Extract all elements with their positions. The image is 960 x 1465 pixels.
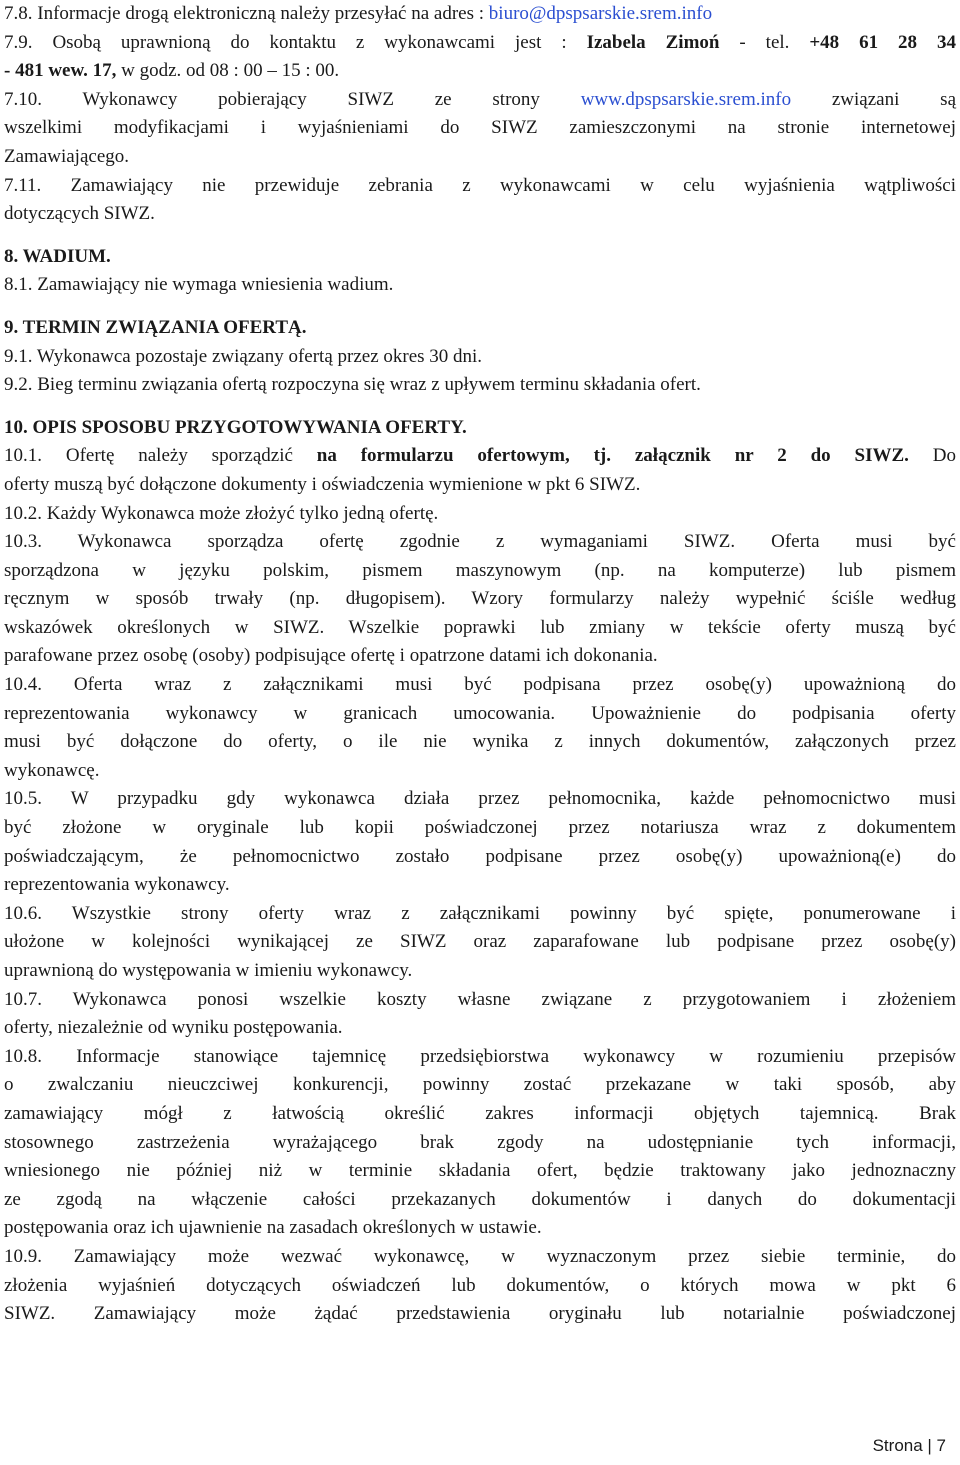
text-line: sporządzona w języku polskim, pismem maszynowym (np. na komputerze) lub pismem — [4, 559, 956, 581]
document-page — [4, 0, 956, 1329]
text-line: 10.2. Każdy Wykonawca może złożyć tylko jedną ofertę. — [4, 502, 439, 524]
text-run: 7.9. Osobą uprawnioną do kontaktu z wykonawcami jest : — [4, 31, 587, 53]
text-line: 10.8. Informacje stanowiące tajemnicę przedsiębiorstwa wykonawcy w rozumieniu przepisów — [4, 1045, 956, 1067]
text-line — [4, 86, 956, 115]
text-line: być złożone w oryginale lub kopii poświadczonej przez notariusza wraz z dokumentem — [4, 817, 956, 839]
text-line: musi być dołączone do oferty, o ile nie wynika z innych dokumentów, załączonych przez — [4, 731, 956, 753]
text-run: 10.1. Ofertę należy sporządzić — [4, 445, 317, 467]
text-line: stosownego zastrzeżenia wyrażającego brak zgody na udostępnianie tych informacji, — [4, 1131, 956, 1153]
text-line — [4, 57, 956, 86]
website-link[interactable]: www.dpspsarskie.srem.info — [580, 88, 792, 110]
text-line: o zwalczaniu nieuczciwej konkurencji, powinny zostać przekazane w taki sposób, aby — [4, 1074, 956, 1096]
text-line: 10.7. Wykonawca ponosi wszelkie koszty własne związane z przygotowaniem i złożeniem — [4, 988, 956, 1010]
text-line: uprawnioną do występowania w imieniu wykonawcy. — [4, 960, 413, 981]
text-line: złożenia wyjaśnień dotyczących oświadczeń lub dokumentów, o których mowa w pkt 6 — [4, 1274, 956, 1296]
text-run: 7.10. Wykonawcy pobierający SIWZ ze strony — [4, 88, 581, 110]
page-number: Strona | 7 — [872, 1436, 946, 1455]
text-run: w godz. od 08 : 00 – 15 : 00. — [116, 60, 340, 82]
text-line: 9.1. Wykonawca pozostaje związany ofertą przez okres 30 dni. — [4, 345, 483, 367]
text-line: dotyczących SIWZ. — [4, 203, 155, 225]
text-line: ręcznym w sposób trwały (np. długopisem). Wzory formularzy należy wypełnić ściśle według — [4, 588, 956, 610]
text-line: 10.4. Oferta wraz z załącznikami musi być podpisana przez osobę(y) upoważnioną do — [4, 674, 956, 696]
text-line: ze zgodą na włączenie całości przekazanych dokumentów i danych do dokumentacji — [4, 1188, 956, 1210]
text-line: 10.5. W przypadku gdy wykonawca działa przez pełnomocnika, każde pełnomocnictwo musi — [4, 788, 956, 810]
text-line: poświadczającym, że pełnomocnictwo zostało podpisane przez osobę(y) upoważnioną(e) do — [4, 845, 956, 867]
contact-name: Izabela Zimoń — [586, 31, 720, 53]
text-line: Zamawiającego. — [4, 145, 130, 167]
text-line: wniesionego nie później niż w terminie składania ofert, będzie traktowany jako jednoznaczny — [4, 1160, 956, 1182]
text-line: 9.2. Bieg terminu związania ofertą rozpoczyna się wraz z upływem terminu składania ofert. — [4, 374, 701, 396]
email-link[interactable]: biuro@dpspsarskie.srem.info — [488, 3, 713, 24]
phone-number: +48 61 28 34 — [809, 31, 956, 53]
text-line — [4, 29, 956, 58]
text-run: związani są — [791, 88, 956, 110]
text-line: wskazówek określonych w SIWZ. Wszelkie poprawki lub zmiany w tekście oferty muszą być — [4, 616, 956, 638]
text-line: oferty muszą być dołączone dokumenty i oświadczenia wymienione w pkt 6 SIWZ. — [4, 473, 641, 495]
section-heading: 8. WADIUM. — [4, 245, 111, 267]
text-line: wykonawcę. — [4, 759, 100, 781]
text-line: reprezentowania wykonawcy w granicach umocowania. Upoważnienie do podpisania oferty — [4, 702, 956, 724]
section-heading: 10. OPIS SPOSOBU PRZYGOTOWYWANIA OFERTY. — [4, 416, 467, 438]
text-run: 7.8. Informacje drogą elektroniczną należy przesyłać na adres : — [4, 3, 489, 24]
phone-number: - 481 wew. 17, — [4, 60, 117, 82]
text-line: oferty, niezależnie od wyniku postępowania. — [4, 1017, 343, 1039]
text-line: 10.9. Zamawiający może wezwać wykonawcę, w wyznaczonym przez siebie terminie, do — [4, 1245, 956, 1267]
text-line: 8.1. Zamawiający nie wymaga wniesienia wadium. — [4, 274, 394, 296]
bold-text: na formularzu ofertowym, tj. załącznik nr 2 do SIWZ. — [316, 445, 909, 467]
text-run: - tel. — [719, 31, 810, 53]
text-line: zamawiający mógł z łatwością określić zakres informacji objętych tajemnicą. Brak — [4, 1102, 956, 1124]
text-line — [4, 0, 956, 29]
text-line: 7.11. Zamawiający nie przewiduje zebrania z wykonawcami w celu wyjaśnienia wątpliwości — [4, 174, 956, 196]
text-line: postępowania oraz ich ujawnienie na zasadach określonych w ustawie. — [4, 1217, 542, 1239]
text-line: wszelkimi modyfikacjami i wyjaśnieniami do SIWZ zamieszczonymi na stronie internetowej — [4, 117, 956, 139]
text-line: reprezentowania wykonawcy. — [4, 874, 230, 896]
text-line: 10.3. Wykonawca sporządza ofertę zgodnie z wymaganiami SIWZ. Oferta musi być — [4, 531, 956, 553]
text-line: SIWZ. Zamawiający może żądać przedstawienia oryginału lub notarialnie poświadczonej — [4, 1303, 956, 1325]
section-heading: 9. TERMIN ZWIĄZANIA OFERTĄ. — [4, 316, 307, 338]
text-run: Do — [908, 445, 956, 467]
text-line: ułożone w kolejności wynikającej ze SIWZ oraz zaparafowane lub podpisane przez osobę(y) — [4, 931, 956, 953]
text-line — [4, 442, 956, 471]
text-line: 10.6. Wszystkie strony oferty wraz z załącznikami powinny być spięte, ponumerowane i — [4, 902, 956, 924]
text-line: parafowane przez osobę (osoby) podpisujące ofertę i opatrzone datami ich dokonania. — [4, 645, 658, 667]
